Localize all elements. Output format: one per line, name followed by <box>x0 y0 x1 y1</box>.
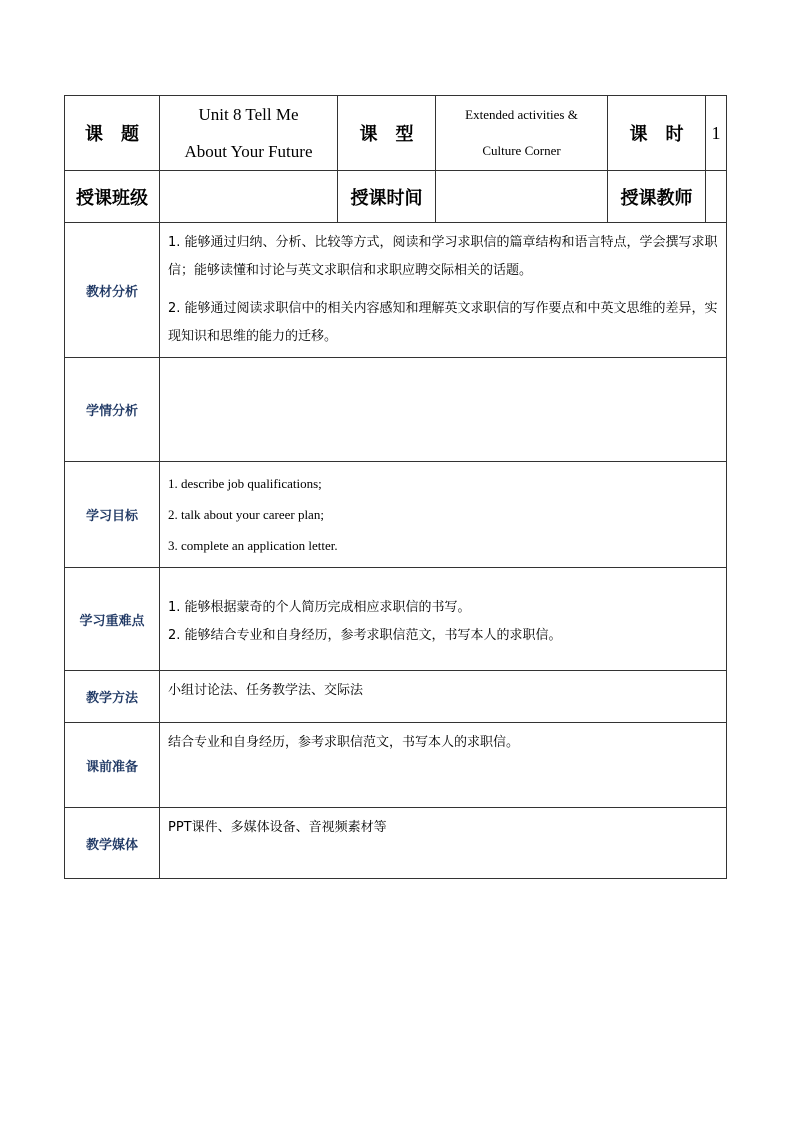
media-label: 教学媒体 <box>65 808 160 879</box>
material-content <box>160 223 727 358</box>
row-objectives <box>65 462 727 568</box>
row-preparation <box>65 723 727 808</box>
media-content: PPT课件、多媒体设备、音视频素材等 <box>160 808 727 879</box>
hours-label: 课 时 <box>608 96 706 171</box>
methods-label: 教学方法 <box>65 671 160 723</box>
material-paragraph-2: 2. 能够通过阅读求职信中的相关内容感知和理解英文求职信的写作要点和中英文思维的差异，实现知识和思维的能力的迁移。 <box>168 301 718 344</box>
type-label: 课 型 <box>338 96 436 171</box>
objective-item-2: 2. talk about your career plan; <box>168 507 324 522</box>
row-key-points <box>65 568 727 671</box>
material-label: 教材分析 <box>65 223 160 358</box>
row-media <box>65 808 727 879</box>
students-content <box>160 358 727 462</box>
row-methods <box>65 671 727 723</box>
teacher-label: 授课教师 <box>608 171 706 223</box>
time-label: 授课时间 <box>338 171 436 223</box>
preparation-label: 课前准备 <box>65 723 160 808</box>
keypoint-item-2: 2. 能够结合专业和自身经历，参考求职信范文，书写本人的求职信。 <box>168 628 562 643</box>
topic-value <box>160 96 338 171</box>
objective-item-3: 3. complete an application letter. <box>168 538 338 553</box>
objective-item-1: 1. describe job qualifications; <box>168 476 322 491</box>
topic-label: 课 题 <box>65 96 160 171</box>
hours-value: 1 <box>706 96 727 171</box>
topic-line-2: About Your Future <box>184 142 313 161</box>
keypoints-content <box>160 568 727 671</box>
keypoints-label: 学习重难点 <box>65 568 160 671</box>
keypoint-item-1: 1. 能够根据蒙奇的个人简历完成相应求职信的书写。 <box>168 600 471 615</box>
header-row-class <box>65 171 727 223</box>
students-label: 学情分析 <box>65 358 160 462</box>
topic-line-1: Unit 8 Tell Me <box>198 105 299 124</box>
preparation-content: 结合专业和自身经历，参考求职信范文，书写本人的求职信。 <box>160 723 727 808</box>
lesson-plan-table <box>64 95 727 879</box>
row-material-analysis <box>65 223 727 358</box>
class-label: 授课班级 <box>65 171 160 223</box>
class-value <box>160 171 338 223</box>
time-value <box>436 171 608 223</box>
objectives-content <box>160 462 727 568</box>
material-paragraph-1: 1. 能够通过归纳、分析、比较等方式，阅读和学习求职信的篇章结构和语言特点，学会撰写求职信；能够读懂和讨论与英文求职信和求职应聘交际相关的话题。 <box>168 235 718 278</box>
teacher-value <box>706 171 727 223</box>
objectives-label: 学习目标 <box>65 462 160 568</box>
header-row-topic <box>65 96 727 171</box>
row-student-analysis <box>65 358 727 462</box>
type-value <box>436 96 608 171</box>
type-line-2: Culture Corner <box>482 143 561 158</box>
methods-content: 小组讨论法、任务教学法、交际法 <box>160 671 727 723</box>
type-line-1: Extended activities & <box>465 107 578 122</box>
